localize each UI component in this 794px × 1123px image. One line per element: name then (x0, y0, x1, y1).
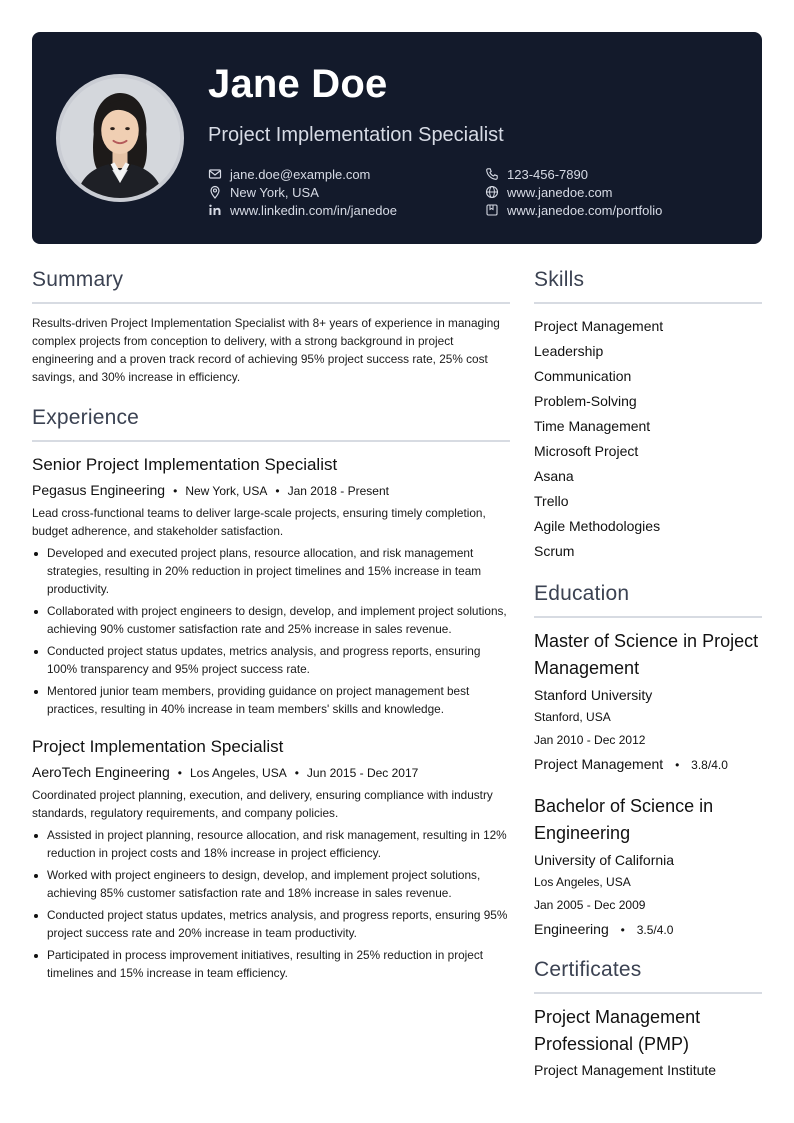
skill-item: Communication (534, 368, 632, 384)
contact-email-text: jane.doe@example.com (230, 166, 371, 182)
job-bullet: Developed and executed project plans, resource allocation, and risk management strategies, resulting in 20% reduction in project timelines and 15% increase in team productivity. (32, 544, 510, 598)
summary-section (32, 268, 510, 386)
education-gpa: 3.5/4.0 (636, 923, 674, 937)
job-bullet: Collaborated with project engineers to design, develop, and implement project solutions, achieving 90% customer satisfaction rate and 25% increase in sales revenue. (32, 602, 510, 638)
job-company: AeroTech Engineering (32, 764, 170, 780)
job-bullet: Participated in process improvement initiatives, resulting in 25% reduction in project timelines and 15% increase in team efficiency. (32, 946, 510, 982)
contact-portfolio[interactable] (485, 202, 662, 218)
contact-linkedin-text: www.linkedin.com/in/janedoe (230, 202, 397, 218)
skill-item: Time Management (534, 418, 651, 434)
skills-list (534, 314, 762, 564)
education-location: Los Angeles, USA (534, 875, 631, 889)
contact-location (208, 184, 319, 200)
education-degree: Bachelor of Science in Engineering (534, 796, 714, 843)
education-section (534, 582, 762, 942)
separator-dot: • (173, 484, 178, 498)
education-degree: Master of Science in Project Management (534, 631, 759, 678)
main-column (32, 268, 510, 986)
skill-item: Asana (534, 468, 574, 484)
candidate-job-title: Project Implementation Specialist (208, 124, 504, 146)
education-gpa: 3.8/4.0 (691, 758, 728, 772)
contact-phone[interactable] (485, 166, 588, 182)
job-meta (32, 764, 510, 780)
summary-text: Results-driven Project Implementation Specialist with 8+ years of experience in managing complex projects from conception to delivery, with a strong background in project engineering and a proven track record of achieving 95% project success rate, 25% cost savings, and 30% increase in efficiency. (32, 316, 500, 384)
resume-header (32, 32, 762, 244)
education-entry (534, 793, 762, 942)
contact-location-text: New York, USA (230, 184, 319, 200)
skills-section (534, 268, 762, 564)
education-field (534, 917, 762, 942)
education-field (534, 752, 762, 777)
separator-dot: • (675, 758, 680, 772)
candidate-name: Jane Doe (208, 62, 388, 106)
job-bullet: Assisted in project planning, resource allocation, and risk management, resulting in 12% reduction in project costs and 18% increase in project efficiency. (32, 826, 510, 862)
job-description: Coordinated project planning, execution, and delivery, ensuring compliance with industry standards, regulatory requirements, and company policies. (32, 788, 493, 820)
job-bullet: Conducted project status updates, metrics analysis, and progress reports, ensuring 100% transparency and 95% project success rate. (32, 642, 510, 678)
job-bullets (32, 544, 510, 718)
contact-portfolio-text: www.janedoe.com/portfolio (507, 202, 663, 218)
skill-item: Agile Methodologies (534, 518, 661, 534)
education-location: Stanford, USA (534, 710, 611, 724)
contact-website-text: www.janedoe.com (507, 184, 613, 200)
certificates-heading: Certificates (534, 958, 762, 994)
skills-heading: Skills (534, 268, 762, 304)
portfolio-icon (485, 203, 499, 217)
skill-item: Trello (534, 493, 569, 509)
education-school: University of California (534, 852, 675, 868)
summary-heading: Summary (32, 268, 510, 304)
experience-section (32, 406, 510, 982)
job-dates: Jun 2015 - Dec 2017 (306, 766, 419, 780)
education-field-name: Project Management (534, 756, 664, 772)
job-bullet: Conducted project status updates, metrics analysis, and progress reports, ensuring 95% project success rate and 20% increase in team productivity. (32, 906, 510, 942)
contact-website[interactable] (485, 184, 613, 200)
job-company: Pegasus Engineering (32, 482, 166, 498)
skill-item: Leadership (534, 343, 604, 359)
certificate-issuer: Project Management Institute (534, 1062, 717, 1078)
certificate-name: Project Management Professional (PMP) (534, 1007, 701, 1054)
job-location: New York, USA (185, 484, 268, 498)
education-entry (534, 628, 762, 777)
mail-icon (208, 167, 222, 181)
job-entry (32, 454, 510, 718)
job-title: Project Implementation Specialist (32, 737, 284, 756)
contact-phone-text: 123-456-7890 (507, 166, 588, 182)
education-field-name: Engineering (534, 921, 609, 937)
linkedin-icon (208, 203, 222, 217)
contact-linkedin[interactable] (208, 202, 397, 218)
job-title: Senior Project Implementation Specialist (32, 455, 338, 474)
separator-dot: • (620, 923, 625, 937)
job-dates: Jan 2018 - Present (287, 484, 389, 498)
profile-photo (56, 74, 184, 202)
certificates-section (534, 958, 762, 1081)
separator-dot: • (294, 766, 299, 780)
skill-item: Problem-Solving (534, 393, 637, 409)
job-bullet: Worked with project engineers to design, develop, and implement project solutions, achieving 85% customer satisfaction rate and 18% increase in sales revenue. (32, 866, 510, 902)
job-description: Lead cross-functional teams to deliver large-scale projects, ensuring timely completion, budget adherence, and stakeholder satisfaction. (32, 506, 486, 538)
globe-icon (485, 185, 499, 199)
job-location: Los Angeles, USA (189, 766, 287, 780)
job-bullet: Mentored junior team members, providing guidance on project management best practices, resulting in 40% increase in team members' skills and knowledge. (32, 682, 510, 718)
phone-icon (485, 167, 499, 181)
profile-photo-image (60, 78, 180, 198)
separator-dot: • (275, 484, 280, 498)
certificate-entry (534, 1004, 762, 1081)
education-heading: Education (534, 582, 762, 618)
side-column (534, 268, 762, 1081)
location-pin-icon (208, 185, 222, 199)
contact-email[interactable] (208, 166, 370, 182)
skill-item: Project Management (534, 318, 664, 334)
education-school: Stanford University (534, 687, 653, 703)
education-dates: Jan 2005 - Dec 2009 (534, 898, 646, 912)
education-dates: Jan 2010 - Dec 2012 (534, 733, 646, 747)
skill-item: Scrum (534, 543, 575, 559)
job-entry (32, 736, 510, 982)
job-meta (32, 482, 510, 498)
job-bullets (32, 826, 510, 982)
separator-dot: • (177, 766, 182, 780)
skill-item: Microsoft Project (534, 443, 639, 459)
experience-heading: Experience (32, 406, 510, 442)
